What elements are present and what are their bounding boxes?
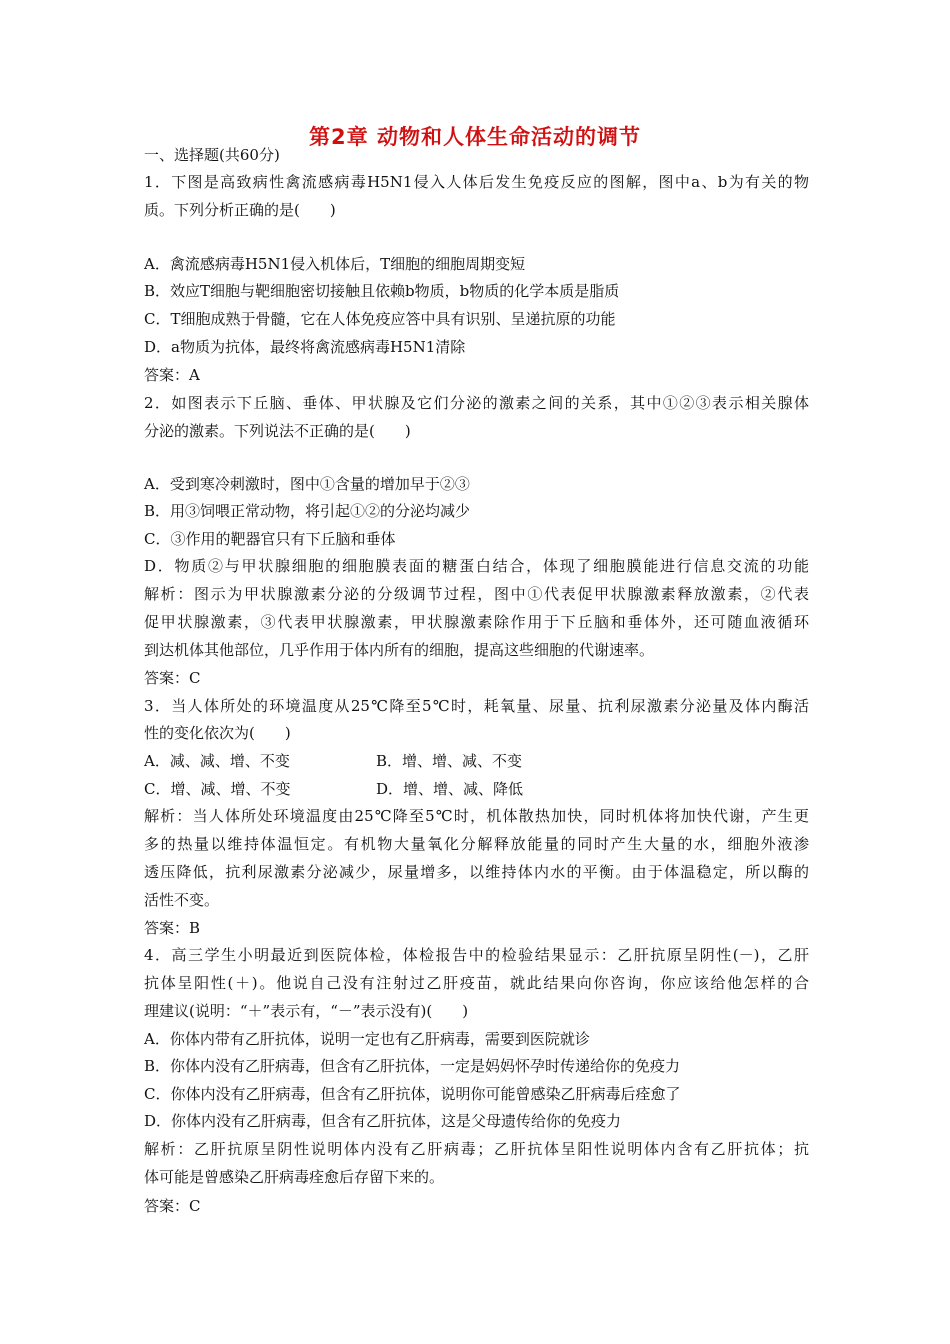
page-title: 第2章 动物和人体生命活动的调节 bbox=[309, 125, 641, 149]
q3-option-a: A．减、减、增、不变 bbox=[144, 752, 290, 770]
q3-option-b: B．增、增、减、不变 bbox=[376, 752, 523, 770]
q3-option-d: D．增、增、减、降低 bbox=[376, 780, 524, 798]
q1-option-a: A．禽流感病毒H5N1侵入机体后，T细胞的细胞周期变短 bbox=[144, 255, 526, 273]
q3-stem-line: 3．当人体所处的环境温度从25℃降至5℃时，耗氧量、尿量、抗利尿激素分泌量及体内酶活 bbox=[144, 697, 809, 715]
q1-option-b: B．效应T细胞与靶细胞密切接触且依赖b物质，b物质的化学本质是脂质 bbox=[144, 282, 620, 300]
q2-option-a: A．受到寒冷刺激时，图中①含量的增加早于②③ bbox=[144, 475, 470, 493]
q3-explanation-line: 透压降低，抗利尿激素分泌减少，尿量增多，以维持体内水的平衡。由于体温稳定，所以酶的 bbox=[144, 863, 809, 881]
q2-option-d: D．物质②与甲状腺细胞的细胞膜表面的糖蛋白结合，体现了细胞膜能进行信息交流的功能 bbox=[144, 557, 809, 575]
q2-explanation-line: 促甲状腺激素，③代表甲状腺激素，甲状腺激素除作用于下丘脑和垂体外，还可随血液循环 bbox=[144, 613, 809, 631]
q3-stem-line: 性的变化依次为( ) bbox=[144, 724, 291, 742]
q4-stem-line: 4．高三学生小明最近到医院体检，体检报告中的检验结果显示：乙肝抗原呈阴性(－)，乙肝 bbox=[144, 946, 809, 964]
q4-explanation-line: 解析：乙肝抗原呈阴性说明体内没有乙肝病毒；乙肝抗体呈阳性说明体内含有乙肝抗体；抗 bbox=[144, 1140, 809, 1158]
q3-option-c: C．增、减、增、不变 bbox=[144, 780, 291, 798]
q1-stem-line: 质。下列分析正确的是( ) bbox=[144, 201, 336, 219]
q1-option-d: D．a物质为抗体，最终将禽流感病毒H5N1清除 bbox=[144, 338, 466, 356]
q1-answer: 答案：A bbox=[144, 366, 200, 384]
q4-answer: 答案：C bbox=[144, 1197, 201, 1215]
q2-option-c: C．③作用的靶器官只有下丘脑和垂体 bbox=[144, 530, 396, 548]
q2-explanation-line: 到达机体其他部位，几乎作用于体内所有的细胞，提高这些细胞的代谢速率。 bbox=[144, 641, 655, 659]
q2-answer: 答案：C bbox=[144, 669, 201, 687]
q4-option-b: B．你体内没有乙肝病毒，但含有乙肝抗体，一定是妈妈怀孕时传递给你的免疫力 bbox=[144, 1057, 681, 1075]
q1-stem-line: 1．下图是高致病性禽流感病毒H5N1侵入人体后发生免疫反应的图解，图中a、b为有关的物 bbox=[144, 173, 809, 191]
q3-explanation-line: 多的热量以维持体温恒定。有机物大量氧化分解释放能量的同时产生大量的水，细胞外液渗 bbox=[144, 835, 809, 853]
q4-stem-line: 抗体呈阳性(＋)。他说自己没有注射过乙肝疫苗，就此结果向你咨询，你应该给他怎样的合 bbox=[144, 974, 809, 992]
section-heading: 一、选择题(共60分) bbox=[144, 146, 280, 164]
q3-explanation-line: 活性不变。 bbox=[144, 891, 220, 909]
q3-explanation-line: 解析：当人体所处环境温度由25℃降至5℃时，机体散热加快，同时机体将加快代谢，产生更 bbox=[144, 807, 809, 825]
q4-option-c: C．你体内没有乙肝病毒，但含有乙肝抗体，说明你可能曾感染乙肝病毒后痊愈了 bbox=[144, 1085, 681, 1103]
q4-explanation-line: 体可能是曾感染乙肝病毒痊愈后存留下来的。 bbox=[144, 1168, 445, 1186]
q4-stem-line: 理建议(说明：“＋”表示有，“－”表示没有)( ) bbox=[144, 1002, 469, 1020]
q2-stem-line: 分泌的激素。下列说法不正确的是( ) bbox=[144, 422, 411, 440]
q4-option-d: D．你体内没有乙肝病毒，但含有乙肝抗体，这是父母遗传给你的免疫力 bbox=[144, 1112, 622, 1130]
q2-explanation-line: 解析：图示为甲状腺激素分泌的分级调节过程，图中①代表促甲状腺激素释放激素，②代表 bbox=[144, 585, 809, 603]
q2-stem-line: 2．如图表示下丘脑、垂体、甲状腺及它们分泌的激素之间的关系，其中①②③表示相关腺体 bbox=[144, 394, 809, 412]
q4-option-a: A．你体内带有乙肝抗体，说明一定也有乙肝病毒，需要到医院就诊 bbox=[144, 1030, 590, 1048]
q3-answer: 答案：B bbox=[144, 919, 201, 937]
q2-option-b: B．用③饲喂正常动物，将引起①②的分泌均减少 bbox=[144, 502, 471, 520]
q3-options-row bbox=[144, 751, 809, 771]
q3-options-row bbox=[144, 779, 809, 799]
q1-option-c: C．T细胞成熟于骨髓，它在人体免疫应答中具有识别、呈递抗原的功能 bbox=[144, 310, 616, 328]
